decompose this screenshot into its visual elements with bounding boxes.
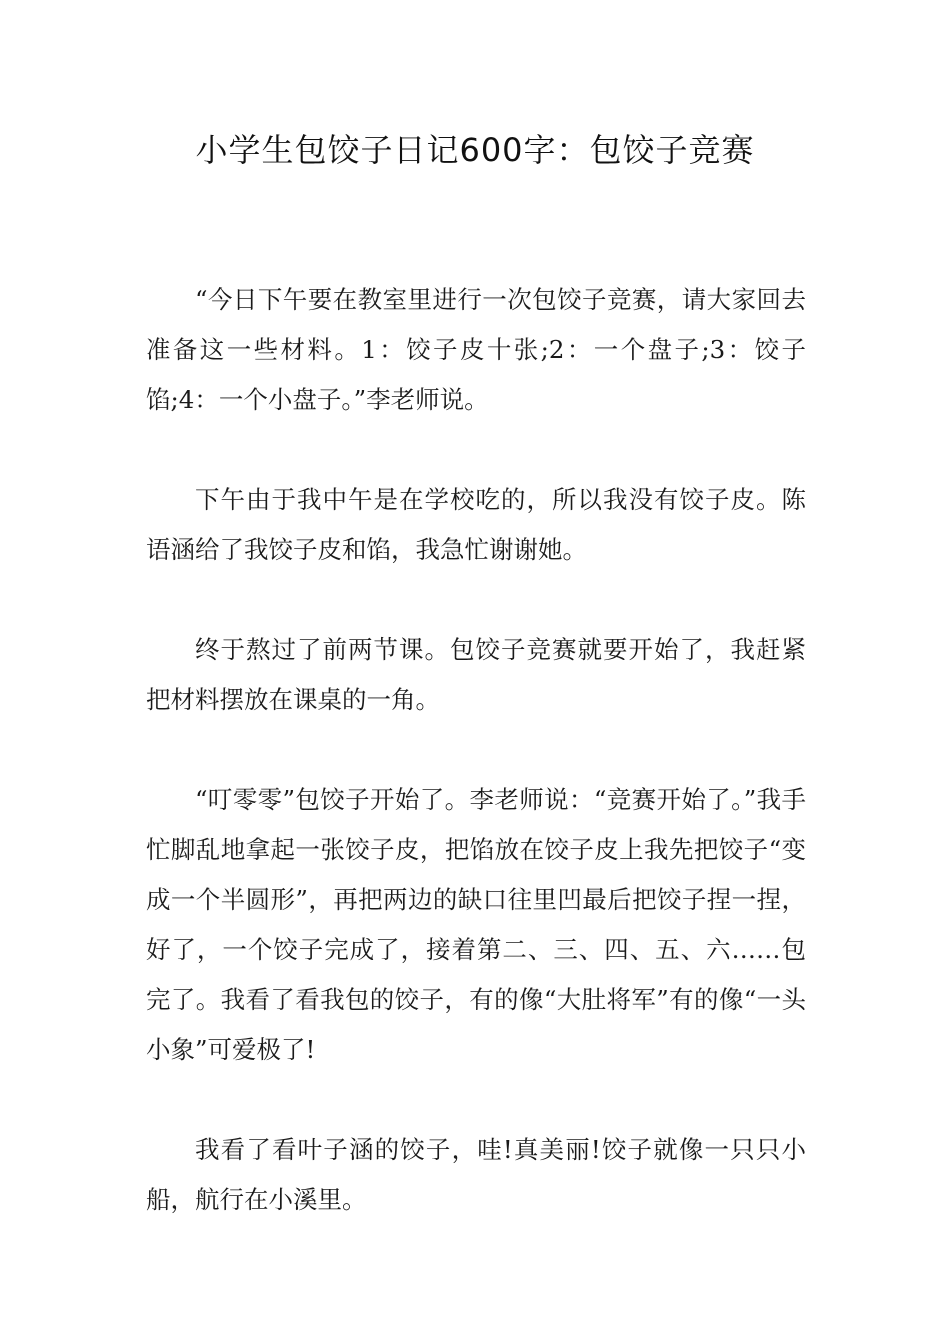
paragraph-2: 下午由于我中午是在学校吃的，所以我没有饺子皮。陈语涵给了我饺子皮和馅，我急忙谢谢她。 [146, 485, 806, 564]
document-title: 小学生包饺子日记600字：包饺子竞赛 [195, 131, 755, 169]
paragraph-4: “叮零零”包饺子开始了。李老师说：“竞赛开始了。”我手忙脚乱地拿起一张饺子皮，把馅放在饺子皮上我先把饺子“变成一个半圆形”，再把两边的缺口往里凹最后把饺子捏一捏，好了，一个饺子完成了，接着第二、三、四、五、六……包完了。我看了看我包的饺子，有的像“大肚将军”有的像“一头小象”可爱极了! [146, 785, 806, 1064]
paragraph-3: 终于熬过了前两节课。包饺子竞赛就要开始了，我赶紧把材料摆放在课桌的一角。 [146, 635, 806, 714]
document-body [146, 275, 806, 1275]
paragraph-1: “今日下午要在教室里进行一次包饺子竞赛，请大家回去准备这一些材料。1：饺子皮十张;2：一个盘子;3：饺子馅;4：一个小盘子。”李老师说。 [146, 285, 806, 414]
paragraph-5: 我看了看叶子涵的饺子，哇!真美丽!饺子就像一只只小船，航行在小溪里。 [146, 1135, 806, 1214]
